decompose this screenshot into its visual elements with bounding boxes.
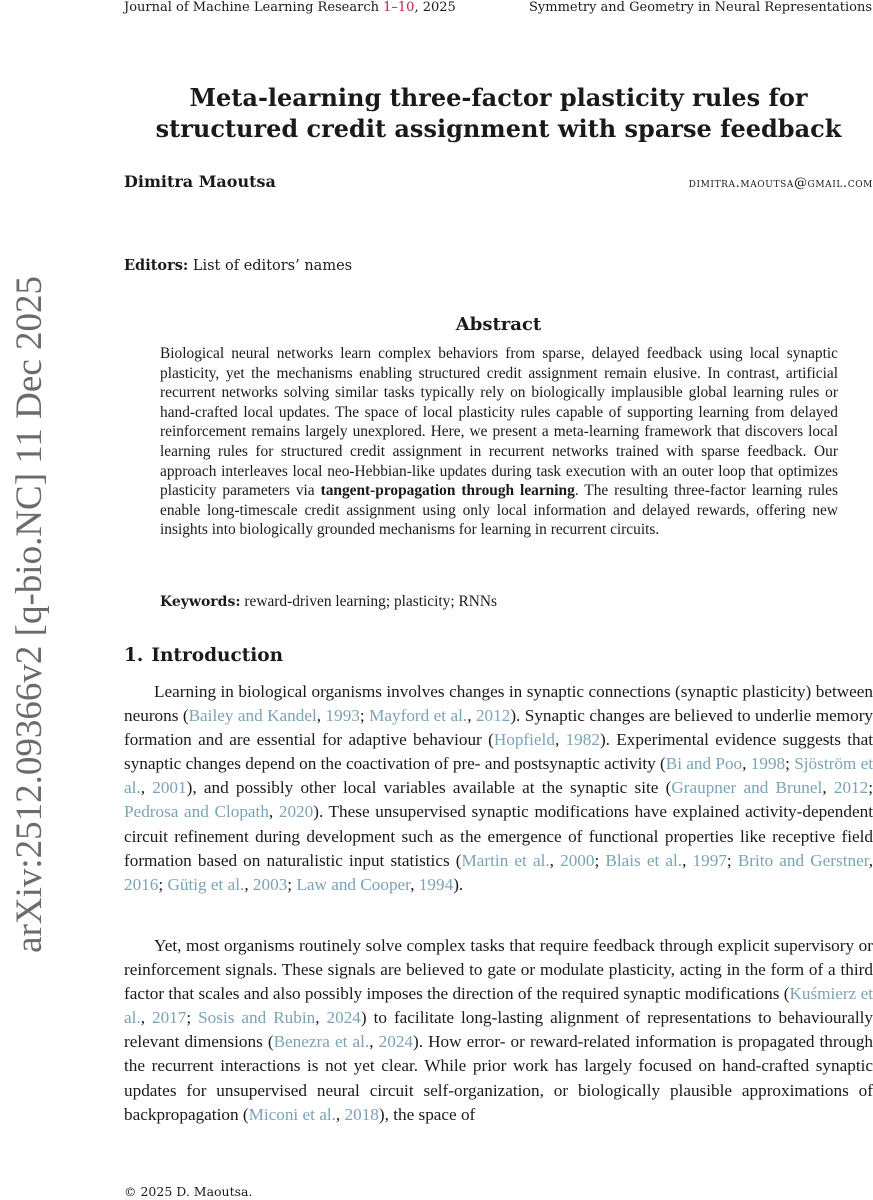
citation-year-link[interactable]: 2003 <box>252 874 288 894</box>
text-run: ). Synaptic changes are believed to underlie memory formation and are essential for adaptive behaviour ( <box>124 706 873 750</box>
keywords-label: Keywords: <box>160 594 241 610</box>
intro-paragraph-1 <box>124 680 873 897</box>
citation-link[interactable]: Blais et al. <box>605 850 683 870</box>
text-run: , <box>868 850 873 870</box>
text-run: , <box>742 754 751 774</box>
text-run: Learning in biological organisms involves changes in synaptic connections (synaptic plasticity) between neurons ( <box>124 682 873 726</box>
text-run: , <box>140 778 153 798</box>
text-run: , <box>369 1032 379 1052</box>
title-line-2: structured credit assignment with sparse feedback <box>155 114 842 143</box>
text-run: , <box>335 1104 345 1124</box>
citation-link[interactable]: Mayford et al. <box>369 706 468 726</box>
section-number: 1. <box>124 645 144 666</box>
text-run: , <box>410 874 419 894</box>
citation-link[interactable]: Gütig et al. <box>167 874 245 894</box>
citation-link[interactable]: Law and Cooper <box>296 874 411 894</box>
citation-year-link[interactable]: 2018 <box>344 1104 379 1124</box>
section-title: Introduction <box>151 645 284 666</box>
text-run: ) to facilitate long-lasting alignment of representations to behaviourally relevant dimensions ( <box>124 1008 873 1052</box>
citation-year-link[interactable]: 1994 <box>418 874 454 894</box>
text-run: ; <box>785 754 795 774</box>
citation-year-link[interactable]: 2012 <box>475 706 511 726</box>
citation-link[interactable]: Brito and Gerstner <box>737 850 869 870</box>
citation-year-link[interactable]: 2012 <box>833 778 869 798</box>
text-run: , <box>316 706 326 726</box>
citation-year-link[interactable]: 1993 <box>325 706 360 726</box>
text-run: ; <box>726 850 738 870</box>
text-run: ). These unsupervised synaptic modifications have explained activity-dependent circuit refinement during development such as the emergence of functional properties like receptive field formation based on naturalistic input statistics ( <box>124 802 873 870</box>
citation-year-link[interactable]: 2001 <box>152 778 187 798</box>
citation-year-link[interactable]: 1997 <box>692 850 727 870</box>
author-email[interactable]: dimitra.maoutsa@gmail.com <box>688 176 873 191</box>
citation-link[interactable]: Bailey and Kandel <box>188 706 317 726</box>
text-run: , <box>467 706 476 726</box>
text-run: ), and possibly other local variables available at the synaptic site ( <box>186 778 672 798</box>
page-range-link[interactable]: 1–10 <box>383 0 415 15</box>
citation-year-link[interactable]: 2024 <box>326 1008 361 1028</box>
editors-value: List of editors’ names <box>192 258 353 274</box>
text-run: , <box>682 850 693 870</box>
citation-year-link[interactable]: 2024 <box>378 1032 413 1052</box>
text-run: , <box>822 778 834 798</box>
text-run: ). Experimental evidence suggests that synaptic changes depend on the coactivation of pre- and postsynaptic activity ( <box>124 730 873 774</box>
citation-year-link[interactable]: 2000 <box>560 850 595 870</box>
citation-link[interactable]: Graupner and Brunel <box>671 778 823 798</box>
keywords-line <box>160 593 838 611</box>
text-run: ; <box>186 1008 199 1028</box>
abstract-body <box>160 344 838 540</box>
citation-year-link[interactable]: 1998 <box>750 754 786 774</box>
text-run: ). <box>453 874 464 894</box>
text-run: ; <box>868 778 873 798</box>
text-run: , <box>244 874 253 894</box>
intro-paragraph-2 <box>124 934 873 1127</box>
paper-title <box>124 82 873 144</box>
citation-year-link[interactable]: 2020 <box>278 802 314 822</box>
text-run: ; <box>359 706 370 726</box>
text-run: , <box>140 1008 152 1028</box>
text-run: , <box>554 730 566 750</box>
citation-link[interactable]: Martin et al. <box>461 850 550 870</box>
section-heading <box>124 645 283 666</box>
text-run: ). How error- or reward-related information is propagated through the recurrent interactions is not yet clear. While prior work has largely focused on hand-crafted synaptic updates for unsupervised neural circuit self-organization, or biologically plausible approximations of backpropagation ( <box>124 1032 873 1124</box>
text-run: , <box>315 1008 327 1028</box>
arxiv-id: arXiv:2512.09366v2 [q-bio.NC] 11 Dec 2025 <box>8 275 50 953</box>
citation-year-link[interactable]: 2017 <box>151 1008 187 1028</box>
abstract-text-1: Biological neural networks learn complex behaviors from sparse, delayed feedback using local synaptic plasticity, yet the mechanisms enabling structured credit assignment remain elusive. In contrast, artificial recurrent networks solving similar tasks typically rely on biologically implausible global learning rules or hand-crafted local updates. The space of local plasticity rules capable of supporting learning from delayed reinforcement remains largely unexplored. Here, we present a meta-learning framework that discovers local learning rules for structured credit assignment in recurrent networks trained with sparse feedback. Our approach interleaves local neo-Hebbian-like updates during task execution with an outer loop that optimizes plasticity parameters via <box>160 345 838 500</box>
copyright-footer: © 2025 D. Maoutsa. <box>124 1184 253 1199</box>
citation-year-link[interactable]: 1982 <box>565 730 600 750</box>
text-run: ), the space of <box>378 1104 476 1124</box>
text-run: ; <box>287 874 297 894</box>
journal-name: Journal of Machine Learning Research <box>124 0 379 15</box>
citation-link[interactable]: Miconi et al. <box>248 1104 336 1124</box>
text-run: Yet, most organisms routinely solve complex tasks that require feedback through explicit supervisory or reinforcement signals. These signals are believed to gate or modulate plasticity, acting in the form of a third factor that scales and also possibly imposes the direction of the required synaptic modifications ( <box>124 936 873 1004</box>
citation-link[interactable]: Sosis and Rubin <box>198 1008 316 1028</box>
citation-link[interactable]: Hopfield <box>493 730 555 750</box>
keywords-value: reward-driven learning; plasticity; RNNs <box>244 593 497 610</box>
journal-year: , 2025 <box>414 0 456 15</box>
running-header-title: Symmetry and Geometry in Neural Representations <box>529 0 872 15</box>
author-name: Dimitra Maoutsa <box>124 172 276 191</box>
text-run: ; <box>594 850 606 870</box>
citation-link[interactable]: Bi and Poo <box>665 754 743 774</box>
citation-year-link[interactable]: 2016 <box>124 874 159 894</box>
editors-label: Editors: <box>124 257 189 274</box>
citation-link[interactable]: Pedrosa and Clopath <box>124 802 269 822</box>
abstract-bold-term: tangent-propagation through learning <box>320 482 575 500</box>
citation-link[interactable]: Kuśmierz et al. <box>124 984 873 1028</box>
editors-line <box>124 257 352 274</box>
citation-link[interactable]: Benezra et al. <box>273 1032 370 1052</box>
text-run: ; <box>158 874 168 894</box>
text-run: , <box>549 850 561 870</box>
text-run: , <box>268 802 279 822</box>
arxiv-stamp <box>6 275 52 953</box>
citation-link[interactable]: Sjöström et al. <box>124 754 873 798</box>
abstract-heading: Abstract <box>455 314 542 335</box>
title-line-1: Meta-learning three-factor plasticity rules for <box>189 83 808 112</box>
abstract-text-2: . The resulting three-factor learning rules enable long-timescale credit assignment using only local information and delayed rewards, offering new insights into biologically grounded mechanisms for learning in recurrent circuits. <box>160 482 838 539</box>
running-header-journal <box>124 0 456 15</box>
